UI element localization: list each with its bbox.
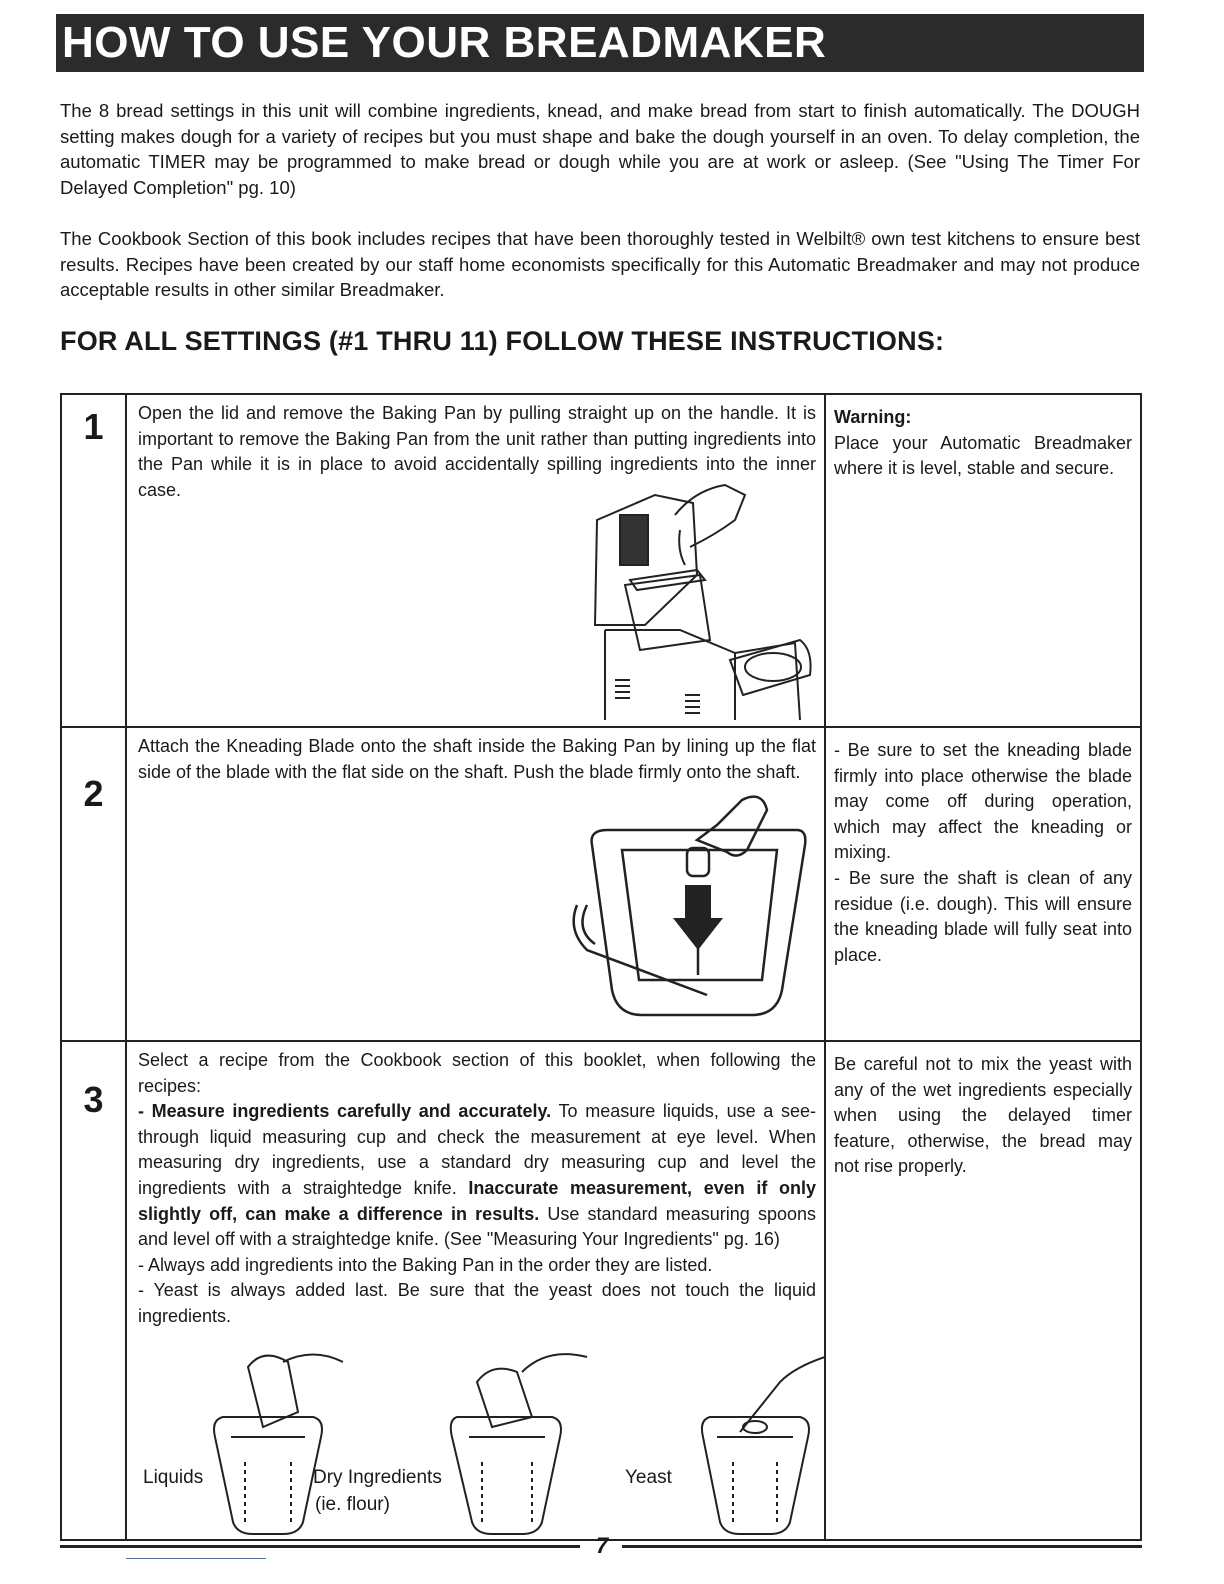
step-1-note: Place your Automatic Breadmaker where it is level, stable and secure. xyxy=(834,432,1132,479)
caption-liquids: Liquids xyxy=(143,1467,204,1488)
step-description-cell xyxy=(126,394,825,727)
step-description-cell xyxy=(126,1041,825,1540)
caption-dry-ingredients: Dry Ingredients xyxy=(313,1467,442,1488)
title-banner xyxy=(56,14,1144,72)
warning-label: Warning: xyxy=(834,407,912,427)
step-3-bullet-order: - Always add ingredients into the Baking Pan in the order they are listed. xyxy=(138,1254,713,1275)
step-row-1 xyxy=(61,394,1141,727)
step-row-2 xyxy=(61,727,1141,1041)
intro-paragraph-2 xyxy=(60,226,1140,303)
intro-text-2: The Cookbook Section of this book includes recipes that have been thoroughly tested in Welbilt® own test kitchens to ensure best results. Recipes have been created by our staff home economists specifically for this Automatic Breadmaker and may not produce acceptable results in other similar Breadmaker. xyxy=(60,228,1140,300)
step-number: 3 xyxy=(83,1079,104,1120)
step-number-cell xyxy=(61,394,126,727)
step-3-bullet-yeast: - Yeast is always added last. Be sure that the yeast does not touch the liquid ingredients. xyxy=(138,1280,816,1326)
step-2-note-2: - Be sure the shaft is clean of any residue (i.e. dough). This will ensure the kneading blade will fully seat into place. xyxy=(834,867,1132,965)
step-note-cell xyxy=(825,394,1141,727)
dry-ingredients-pan-illustration xyxy=(437,1342,597,1537)
step-note-cell xyxy=(825,1041,1141,1540)
measure-bold: - Measure ingredients carefully and accurately. xyxy=(138,1101,552,1122)
caption-yeast: Yeast xyxy=(625,1467,672,1488)
breadmaker-open-lid-illustration xyxy=(585,475,815,725)
step-number: 2 xyxy=(83,773,104,814)
intro-text-1: The 8 bread settings in this unit will combine ingredients, knead, and make bread from start to finish automatically. The DOUGH setting makes dough for a variety of recipes but you must shape and bake the dough yourself in an oven. To delay completion, the automatic TIMER may be programmed to make bread or dough while you are at work or asleep. (See "Using The Timer For Delayed Completion" pg. 10) xyxy=(60,100,1140,198)
page-title: HOW TO USE YOUR BREADMAKER xyxy=(62,18,827,67)
footer-rule-right xyxy=(622,1545,1142,1548)
inaccurate-bold: Inaccurate measurement, even if only slightly off, can make a difference in results. xyxy=(138,1177,816,1224)
step-3-measure xyxy=(138,1099,816,1253)
section-heading: FOR ALL SETTINGS (#1 THRU 11) FOLLOW THESE INSTRUCTIONS: xyxy=(60,326,945,356)
footer-rule-left xyxy=(60,1545,580,1548)
step-note-cell xyxy=(825,727,1141,1041)
kneading-blade-illustration xyxy=(567,790,817,1035)
step-2-note-1: - Be sure to set the kneading blade firmly into place otherwise the blade may come off during operation, which may affect the kneading or mixing. xyxy=(834,740,1132,863)
step-2-text: Attach the Kneading Blade onto the shaft inside the Baking Pan by lining up the flat side of the blade with the flat side on the shaft. Push the blade firmly onto the shaft. xyxy=(138,736,816,782)
measure-text: To measure liquids, use a see-through liquid measuring cup and check the measurement at eye level. When measuring dry ingredients, use a standard dry measuring cup and level the ingredients with a straightedge knife. xyxy=(138,1101,816,1198)
link-underline xyxy=(126,1558,266,1559)
step-1-text: Open the lid and remove the Baking Pan by pulling straight up on the handle. It is important to remove the Baking Pan from the unit rather than putting ingredients into the Pan while it is in place to avoid accidentally spilling ingredients into the inner case. xyxy=(138,403,816,500)
caption-dry-sub: (ie. flour) xyxy=(315,1494,390,1515)
step-row-3 xyxy=(61,1041,1141,1540)
instructions-table xyxy=(60,393,1142,1541)
page-number: 7 xyxy=(596,1533,609,1558)
step-number-cell xyxy=(61,727,126,1041)
step-3-note: Be careful not to mix the yeast with any of the wet ingredients especially when using the delayed timer feature, otherwise, the bread may not rise properly. xyxy=(834,1054,1132,1177)
yeast-pan-illustration xyxy=(695,1342,825,1537)
step-number: 1 xyxy=(83,406,104,447)
inaccurate-text: Use standard measuring spoons and level off with a straightedge knife. (See "Measuring Your Ingredients" pg. 16) xyxy=(138,1203,816,1250)
step-number-cell xyxy=(61,1041,126,1540)
step-description-cell xyxy=(126,727,825,1041)
intro-paragraph-1 xyxy=(60,98,1140,200)
step-3-intro: Select a recipe from the Cookbook section of this booklet, when following the recipes: xyxy=(138,1050,816,1096)
